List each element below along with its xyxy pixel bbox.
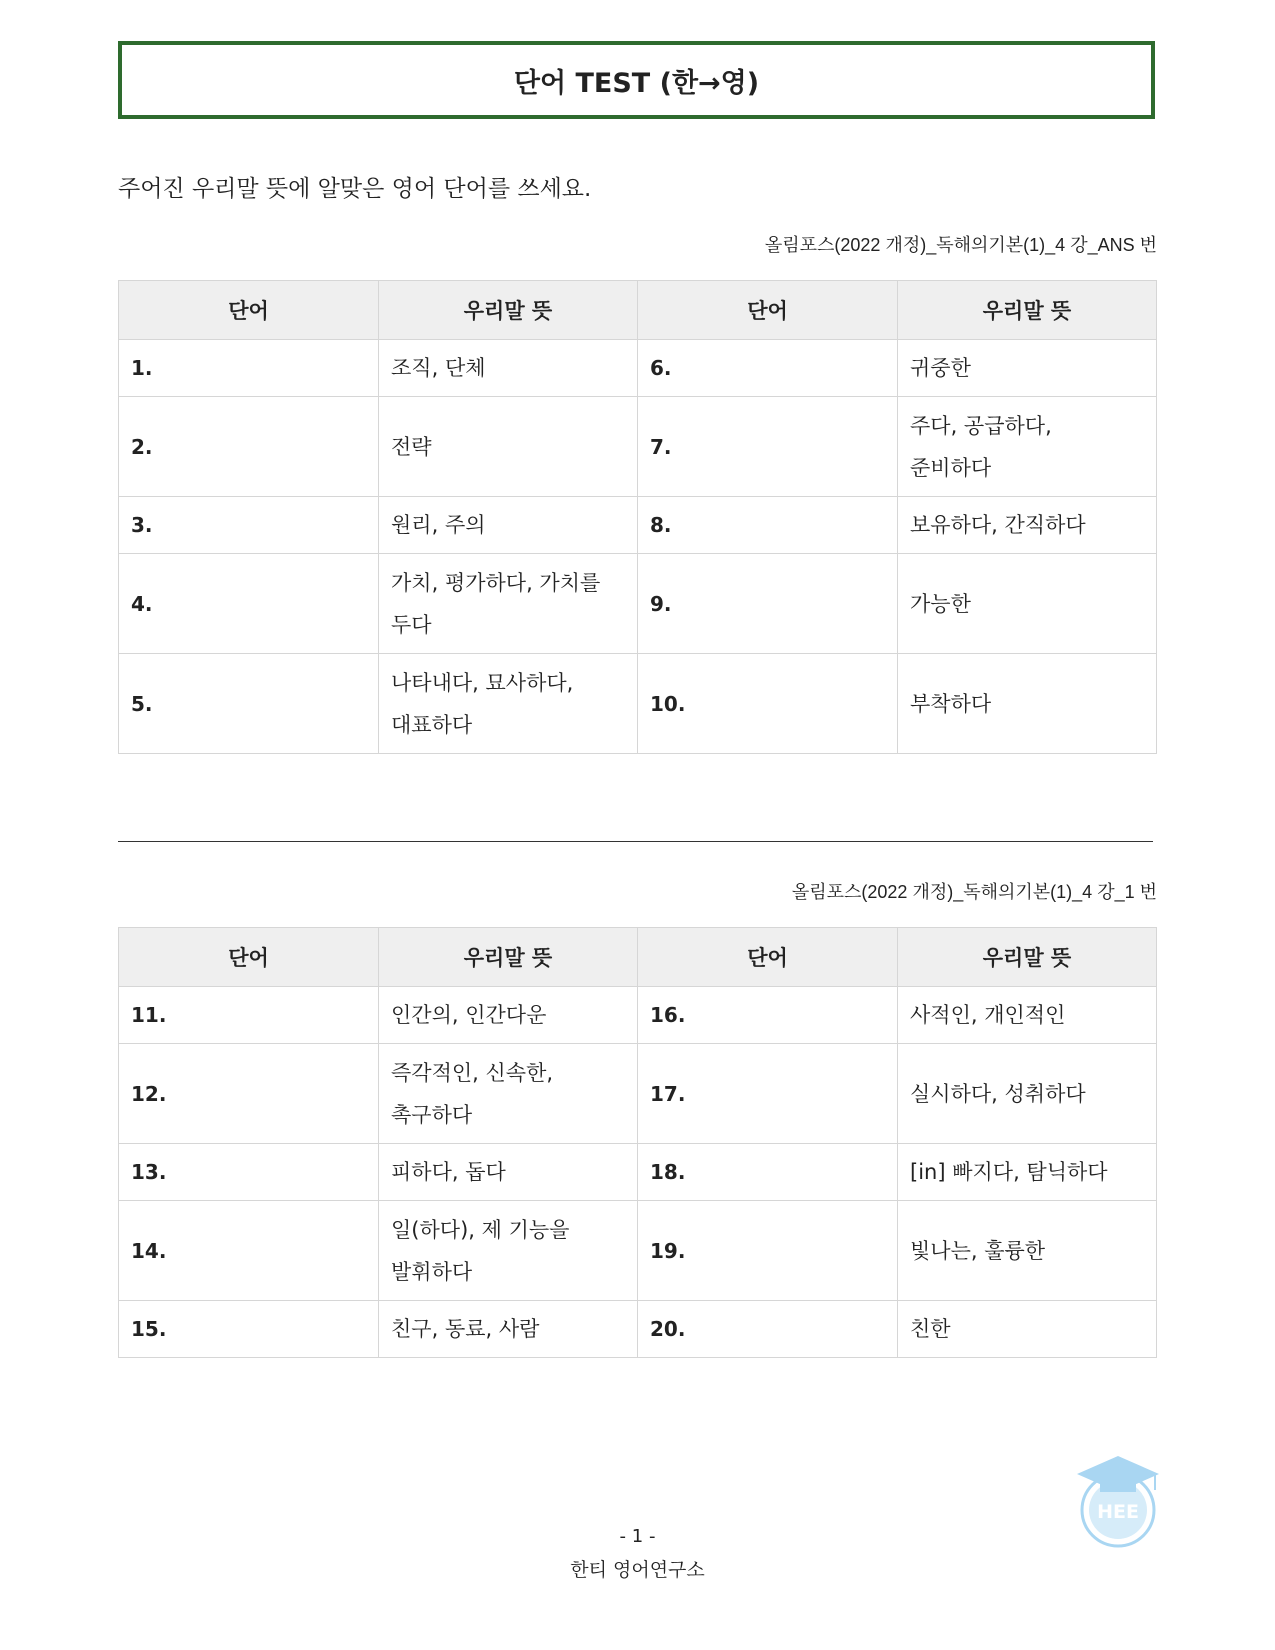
meaning-line: 조직, 단체 xyxy=(391,356,486,380)
table-row xyxy=(119,497,1157,554)
meaning-line: 피하다, 돕다 xyxy=(391,1160,506,1184)
table-row xyxy=(119,987,1157,1044)
meaning-line: 빛나는, 훌륭한 xyxy=(910,1238,1046,1263)
header-meaning: 우리말 뜻 xyxy=(898,928,1157,987)
footer-organization: 한티 영어연구소 xyxy=(570,1559,705,1581)
page-number: - 1 - xyxy=(619,1526,656,1547)
meaning-line: 일(하다), 제 기능을 xyxy=(391,1217,570,1242)
item-number: 16. xyxy=(637,987,897,1044)
item-meaning xyxy=(898,1144,1157,1201)
item-meaning xyxy=(379,340,638,397)
meaning-line: 친구, 동료, 사람 xyxy=(391,1317,540,1341)
meaning-line: 친한 xyxy=(910,1317,951,1341)
header-word: 단어 xyxy=(119,281,379,340)
item-meaning xyxy=(379,497,638,554)
table-row xyxy=(119,654,1157,754)
item-number: 13. xyxy=(119,1144,379,1201)
header-word: 단어 xyxy=(637,281,897,340)
item-number: 5. xyxy=(119,654,379,754)
item-number: 20. xyxy=(637,1301,897,1358)
meaning-line: 가능한 xyxy=(910,591,971,616)
table-row xyxy=(119,1301,1157,1358)
instruction: 주어진 우리말 뜻에 알맞은 영어 단어를 쓰세요. xyxy=(118,176,592,202)
meaning-line: 촉구하다 xyxy=(391,1102,473,1127)
item-meaning xyxy=(379,1144,638,1201)
title-box xyxy=(118,41,1155,119)
meaning-line: 귀중한 xyxy=(910,356,971,380)
table-row xyxy=(119,1144,1157,1201)
meaning-line: 발휘하다 xyxy=(391,1259,473,1284)
header-word: 단어 xyxy=(119,928,379,987)
meaning-line: 준비하다 xyxy=(910,455,992,480)
page-title: 단어 TEST (한→영) xyxy=(513,67,760,99)
table-row xyxy=(119,340,1157,397)
meaning-line: 두다 xyxy=(391,612,432,637)
item-meaning xyxy=(379,1301,638,1358)
item-meaning xyxy=(898,1044,1157,1144)
item-number: 10. xyxy=(637,654,897,754)
meaning-line: 보유하다, 간직하다 xyxy=(910,513,1086,537)
table-row xyxy=(119,1044,1157,1144)
item-number: 18. xyxy=(637,1144,897,1201)
item-number: 9. xyxy=(637,554,897,654)
item-meaning xyxy=(898,340,1157,397)
item-number: 6. xyxy=(637,340,897,397)
meaning-line: 즉각적인, 신속한, xyxy=(391,1060,554,1085)
item-meaning xyxy=(379,987,638,1044)
item-meaning xyxy=(898,1301,1157,1358)
item-number: 11. xyxy=(119,987,379,1044)
source-label-2: 올림포스(2022 개정)_독해의기본(1)_4 강_1 번 xyxy=(791,882,1157,902)
table-header-row xyxy=(119,281,1157,340)
item-meaning xyxy=(898,654,1157,754)
table-header-row xyxy=(119,928,1157,987)
vocab-table-1 xyxy=(118,280,1157,754)
item-number: 12. xyxy=(119,1044,379,1144)
source-label-1: 올림포스(2022 개정)_독해의기본(1)_4 강_ANS 번 xyxy=(764,235,1157,255)
vocab-table-2 xyxy=(118,927,1157,1358)
item-number: 15. xyxy=(119,1301,379,1358)
item-number: 3. xyxy=(119,497,379,554)
item-meaning xyxy=(898,1201,1157,1301)
table-row xyxy=(119,397,1157,497)
item-meaning xyxy=(898,497,1157,554)
item-meaning xyxy=(898,554,1157,654)
vocab-table-body xyxy=(119,340,1157,754)
meaning-line: 인간의, 인간다운 xyxy=(391,1003,547,1027)
table-row xyxy=(119,1201,1157,1301)
item-meaning xyxy=(379,654,638,754)
table-row xyxy=(119,554,1157,654)
item-number: 7. xyxy=(637,397,897,497)
meaning-line: 실시하다, 성취하다 xyxy=(910,1081,1086,1106)
item-number: 8. xyxy=(637,497,897,554)
item-number: 2. xyxy=(119,397,379,497)
item-meaning xyxy=(379,1044,638,1144)
meaning-line: 나타내다, 묘사하다, xyxy=(391,670,574,695)
meaning-line: 가치, 평가하다, 가치를 xyxy=(391,570,601,595)
item-number: 1. xyxy=(119,340,379,397)
vocab-table-body xyxy=(119,987,1157,1358)
item-meaning xyxy=(898,397,1157,497)
item-meaning xyxy=(379,554,638,654)
item-meaning xyxy=(898,987,1157,1044)
item-meaning xyxy=(379,397,638,497)
header-word: 단어 xyxy=(637,928,897,987)
meaning-line: 전략 xyxy=(391,434,432,459)
meaning-line: 사적인, 개인적인 xyxy=(910,1003,1066,1027)
item-number: 14. xyxy=(119,1201,379,1301)
logo-text: HEE xyxy=(1097,1501,1139,1523)
divider-line xyxy=(118,841,1153,842)
meaning-line: 대표하다 xyxy=(391,712,473,737)
meaning-line: 부착하다 xyxy=(910,691,992,716)
item-number: 17. xyxy=(637,1044,897,1144)
header-meaning: 우리말 뜻 xyxy=(898,281,1157,340)
item-number: 19. xyxy=(637,1201,897,1301)
header-meaning: 우리말 뜻 xyxy=(379,281,638,340)
item-meaning xyxy=(379,1201,638,1301)
meaning-line: [in] 빠지다, 탐닉하다 xyxy=(910,1160,1108,1184)
meaning-line: 주다, 공급하다, xyxy=(910,413,1052,438)
header-meaning: 우리말 뜻 xyxy=(379,928,638,987)
meaning-line: 원리, 주의 xyxy=(391,513,486,537)
item-number: 4. xyxy=(119,554,379,654)
